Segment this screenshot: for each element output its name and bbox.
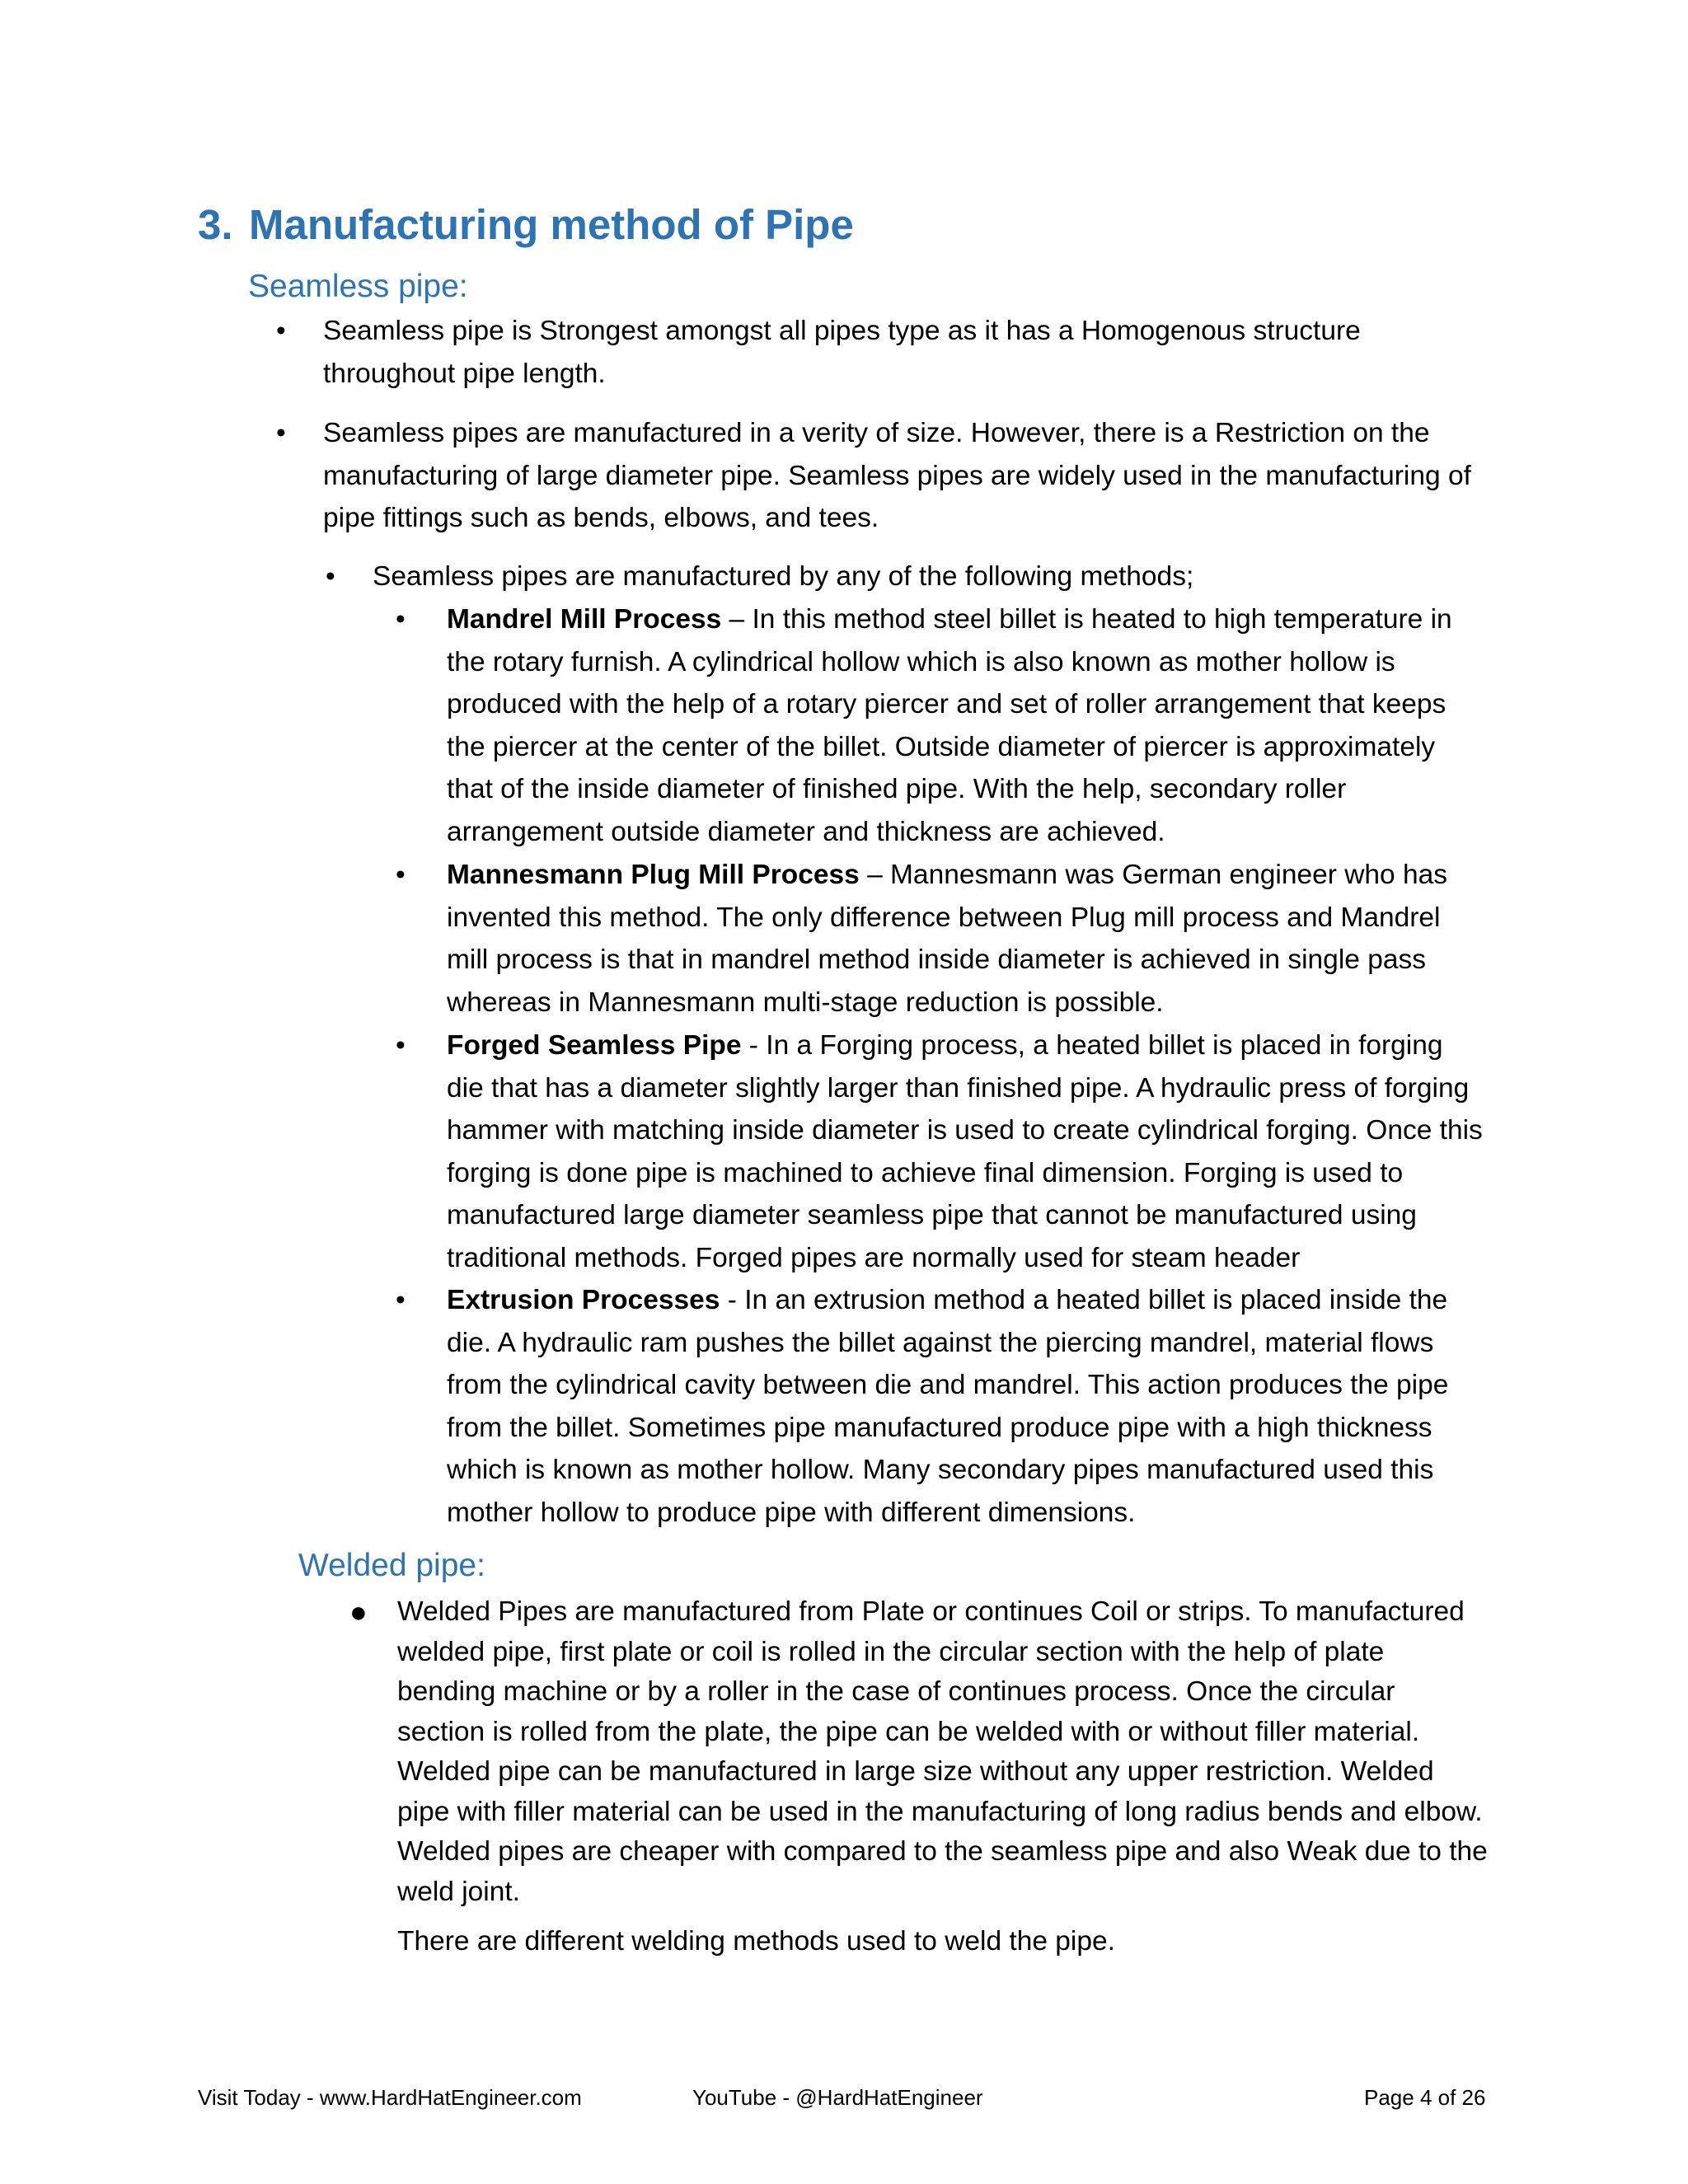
seamless-point-2-text: Seamless pipes are manufactured in a verity of size. However, there is a Restriction on the manufacturing of large diameter pipe. Seamless pipes are widely used in the manufacturing of pipe fittings such as bends, elbows, and tees. [323,418,1471,533]
method-separator: - [741,1030,767,1061]
method-description: In a Forging process, a heated billet is placed in forging die that has a diameter slightly larger than finished pipe. A hydraulic press of forging hammer with matching inside diameter is used to create cylindrical forging. Once this forging is done pipe is machined to achieve final dimension. Forging is used to manufactured large diameter seamless pipe that cannot be manufactured using traditional methods. Forged pipes are normally used for steam header [447,1030,1483,1273]
method-name: Mandrel Mill Process [447,604,722,635]
bullet-icon: ● [349,1595,368,1629]
welded-point-text: Welded Pipes are manufactured from Plate or continues Coil or strips. To manufactured welded pipe, first plate or coil is rolled in the circular section with the help of plate bending machine or by a roller in the case of continues process. Once the circular section is rolled from the plate, the pipe can be welded with or without filler material. Welded pipe can be manufactured in large size without any upper restriction. Welded pipe with filler material can be used in the manufacturing of long radius bends and elbow. Welded pipes are cheaper with compared to the seamless pipe and also Weak due to the weld joint. [397,1596,1488,1907]
method-name: Extrusion Processes [447,1285,720,1315]
welded-pipe-heading: Welded pipe: [298,1548,485,1583]
section-title [198,196,854,254]
bullet-icon: • [276,316,286,346]
method-name: Forged Seamless Pipe [447,1030,742,1061]
bullet-icon: • [396,860,406,890]
section-title-text: Manufacturing method of Pipe [249,201,854,248]
method-item [396,854,1485,1024]
welded-point [346,1592,1488,1912]
method-item [396,598,1485,853]
seamless-point-2 [276,412,1479,540]
method-separator: – [859,860,891,890]
bullet-icon: • [276,418,286,448]
method-name: Mannesmann Plug Mill Process [447,860,860,890]
seamless-methods-intro-text: Seamless pipes are manufactured by any of the following methods; [373,561,1194,592]
seamless-point-1 [276,310,1479,395]
footer-youtube: YouTube - @HardHatEngineer [692,2085,983,2110]
bullet-icon: • [396,1285,406,1315]
bullet-icon: • [396,1030,406,1061]
welding-methods-note: There are different welding methods used to weld the pipe. [397,1926,1115,1957]
seamless-methods-intro [326,555,1488,598]
section-number: 3. [198,201,233,248]
seamless-pipe-heading: Seamless pipe: [248,269,468,304]
bullet-icon: • [396,604,406,635]
seamless-point-1-text: Seamless pipe is Strongest amongst all pipes type as it has a Homogenous structure throughout pipe length. [323,316,1361,389]
method-item [396,1279,1485,1534]
bullet-icon: • [326,561,335,592]
method-separator: - [720,1285,745,1315]
page-number: Page 4 of 26 [1364,2085,1486,2110]
method-separator: – [721,604,753,635]
method-description: In this method steel billet is heated to high temperature in the rotary furnish. A cylindrical hollow which is also known as mother hollow is produced with the help of a rotary piercer and set of roller arrangement that keeps the piercer at the center of the billet. Outside diameter of piercer is approximately that of the inside diameter of finished pipe. With the help, secondary roller arrangement outside diameter and thickness are achieved. [447,604,1452,847]
method-description: Mannesmann was German engineer who has invented this method. The only difference between Plug mill process and Mandrel mill process is that in mandrel method inside diameter is achieved in single pass whereas in Mannesmann multi-stage reduction is possible. [447,860,1447,1018]
footer-website: Visit Today - www.HardHatEngineer.com [198,2085,582,2110]
method-description: In an extrusion method a heated billet is placed inside the die. A hydraulic ram pushes the billet against the piercing mandrel, material flows from the cylindrical cavity between die and mandrel. This action produces the pipe from the billet. Sometimes pipe manufactured produce pipe with a high thickness which is known as mother hollow. Many secondary pipes manufactured used this mother hollow to produce pipe with different dimensions. [447,1285,1449,1528]
method-item [396,1024,1485,1279]
